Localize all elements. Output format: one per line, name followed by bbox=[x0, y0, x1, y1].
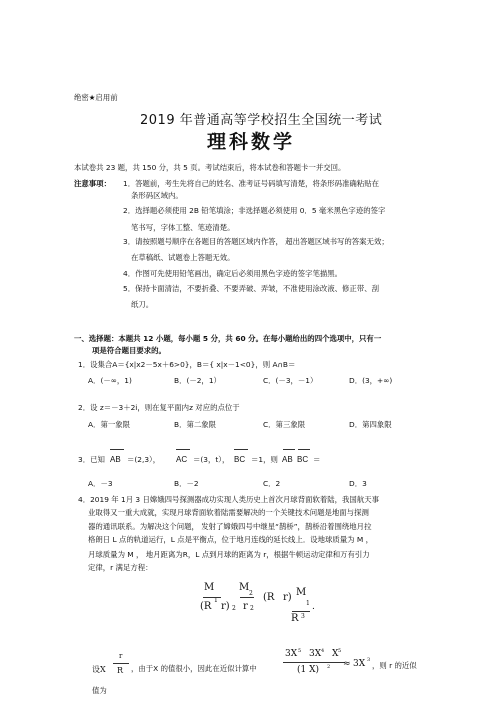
note-line: 2．选择题必须使用 2B 铅笔填涂；非选择题必须使用 0．5 毫米黑色字迹的签字 bbox=[123, 206, 386, 215]
vector-ab: AB bbox=[110, 455, 121, 464]
note-line: 4．作图可先使用铅笔画出，确定后必须用黑色字迹的签字笔描黑。 bbox=[123, 269, 343, 278]
question-2-stem: 2．设 z＝－3＋2i，则在复平面内z 对应的点位于 bbox=[78, 403, 240, 412]
fraction-bar bbox=[240, 597, 254, 598]
question-4-line: 格朗日 L 点的轨道运行，L 点是平衡点，位于地月连线的延长线上．设地球质量为 M ， bbox=[88, 535, 374, 544]
vector-bc: BC bbox=[234, 455, 246, 464]
q3-option-d: D．3 bbox=[349, 479, 367, 488]
q3-option-b: B．－2 bbox=[174, 479, 199, 488]
intro-text: 本试卷共 23 题，共 150 分，共 5 页。考试结束后，将本试卷和答题卡一并交回。 bbox=[74, 163, 346, 172]
fraction-bar bbox=[283, 662, 345, 663]
notes-label: 注意事项： bbox=[74, 179, 111, 188]
q1-option-a: A．(－∞，1) bbox=[88, 376, 132, 385]
fraction-bar bbox=[292, 611, 310, 612]
vector-arrow bbox=[110, 449, 124, 450]
question-4-line: 月球质量为 M ， 地月距离为R，L 点到月球的距离为 r，根据牛顿运动定律和万有引力 bbox=[88, 550, 370, 559]
question-4-line: 器的通讯联系。为解决这个问题， 发射了嫦娥四号中继星“鹊桥”，鹊桥沿着围绕地月拉 bbox=[88, 522, 372, 531]
note-line: 纸刀。 bbox=[131, 300, 154, 309]
secret-label: 绝密★启用前 bbox=[74, 93, 118, 102]
question-4-tail: 值为 bbox=[92, 686, 107, 695]
vector-ac: AC bbox=[176, 455, 188, 464]
subject-title: 理科数学 bbox=[207, 131, 296, 153]
approx-symbol: ≈ bbox=[343, 659, 351, 669]
exam-page: 绝密★启用前 2019 年普通高等学校招生全国统一考试 理科数学 本试卷共 23 题，共 150 分，共 5 页。考试结束后，将本试卷和答题卡一并交回。 注意事项： 1．答题前，考生先将自己的姓名、准考证号码填写清楚，将条形码准确粘贴在 条形码区域内。 2．选择题必须使用 2B 铅笔填涂；非选择题必须使用 0．5 毫米黑色字迹的签字 笔书写，字体工整、笔迹清楚。 3．请按照题号顺序在各题目的答题区域内作答， 超出答题区域书写的答案无效； 在草稿纸、试题卷上答题无效。 4．作图可先使用铅笔画出，确定后必须用黑色字迹的签字笔描黑。 5．保持卡面清洁，不要折叠、不要弄破、弄皱，不准使用涂改液、修正带、刮 纸刀。 一、选择题：本题共 12 小题，每小题 5 分，共 60 分。在每小题给出的四个选项中，只有一 项是符合题目要求的。 1．设集合A＝{x|x2－5x＋6>0}，B＝{ x|x－1<0}，则 A∩B＝ A．(－∞，1) B．(－2，1） C．(－3，－1） D．(3，+∞) 2．设 z＝－3＋2i，则在复平面内z 对应的点位于 A．第一象限 B．第二象限 C．第三象限 D．第四象限 3．已知 AB ＝(2,3）， AC ＝(3，t）， BC ＝1，则 AB BC ＝ A．－3 B．－2 C．2 D．3 4．2019 年 1月 3 日嫦娥四号探测器成功实现人类历史上首次月球背面软着陆，我国航天事 业取得又一重大成就，实现月球背面软着陆需要解决的一个关键技术问题是地面与探测 器的通讯联系。为解决这个问题， 发射了嫦娥四号中继星“鹊桥”，鹊桥沿着围绕地月拉 格朗日 L 点的轨道运行，L 点是平衡点，位于地月连线的延长线上．设地球质量为 M ， 月球质量为 M ， 地月距离为R，L 点到月球的距离为 r，根据牛顿运动定律和万有引力 定律，r 满足方程： M 1 (R r) 2 M 2 r 2 (R r) M 1 R 3 . 设X r R ，由于X 的值很小，因此在近似计算中 3X 5 3X 4 X 5 (1 X) 2 ≈ 3X 3 ，则 r 的近似 值为 bbox=[74, 93, 417, 695]
q2-option-a: A．第一象限 bbox=[88, 420, 131, 429]
vector-ab: AB bbox=[282, 455, 293, 464]
vector-bc: BC bbox=[297, 455, 309, 464]
note-line: 笔书写，字体工整、笔迹清楚。 bbox=[131, 223, 235, 232]
note-line: 在草稿纸、试题卷上答题无效。 bbox=[131, 253, 235, 262]
section-heading-cont: 项是符合题目要求的。 bbox=[92, 346, 166, 355]
q1-option-b: B．(－2，1） bbox=[174, 376, 221, 385]
note-line: 3．请按照题号顺序在各题目的答题区域内作答， 超出答题区域书写的答案无效； bbox=[123, 237, 389, 246]
note-line: 条形码区域内。 bbox=[131, 191, 183, 200]
q2-option-c: C．第三象限 bbox=[263, 420, 306, 429]
question-4-line: 4．2019 年 1月 3 日嫦娥四号探测器成功实现人类历史上首次月球背面软着陆，我国航天事 bbox=[78, 495, 379, 504]
question-4-line: 业取得又一重大成就，实现月球背面软着陆需要解决的一个关键技术问题是地面与探测 bbox=[88, 508, 369, 517]
q2-option-d: D．第四象限 bbox=[349, 420, 392, 429]
fraction-bar bbox=[203, 597, 221, 598]
note-line: 5．保持卡面清洁，不要折叠、不要弄破、弄皱，不准使用涂改液、修正带、刮 bbox=[123, 284, 379, 293]
q3-option-c: C．2 bbox=[263, 479, 281, 488]
q1-option-d: D．(3，+∞) bbox=[349, 376, 393, 385]
q3-option-a: A．－3 bbox=[88, 479, 113, 488]
q1-option-c: C．(－3，－1） bbox=[263, 376, 318, 385]
exam-title: 2019 年普通高等学校招生全国统一考试 bbox=[140, 113, 383, 128]
fraction-bar bbox=[113, 663, 129, 664]
vector-arrow bbox=[234, 449, 248, 450]
vector-arrow bbox=[298, 449, 310, 450]
question-1-stem: 1．设集合A＝{x|x2－5x＋6>0}，B＝{ x|x－1<0}，则 A∩B＝ bbox=[78, 360, 296, 369]
q2-option-b: B．第二象限 bbox=[174, 420, 217, 429]
note-line: 1．答题前，考生先将自己的姓名、准考证号码填写清楚，将条形码准确粘贴在 bbox=[123, 179, 379, 188]
vector-arrow bbox=[283, 449, 295, 450]
section-heading: 一、选择题：本题共 12 小题，每小题 5 分，共 60 分。在每小题给出的四个选项中，只有一 bbox=[74, 334, 382, 343]
vector-arrow bbox=[176, 449, 190, 450]
question-4-line: 定律，r 满足方程： bbox=[88, 563, 153, 572]
